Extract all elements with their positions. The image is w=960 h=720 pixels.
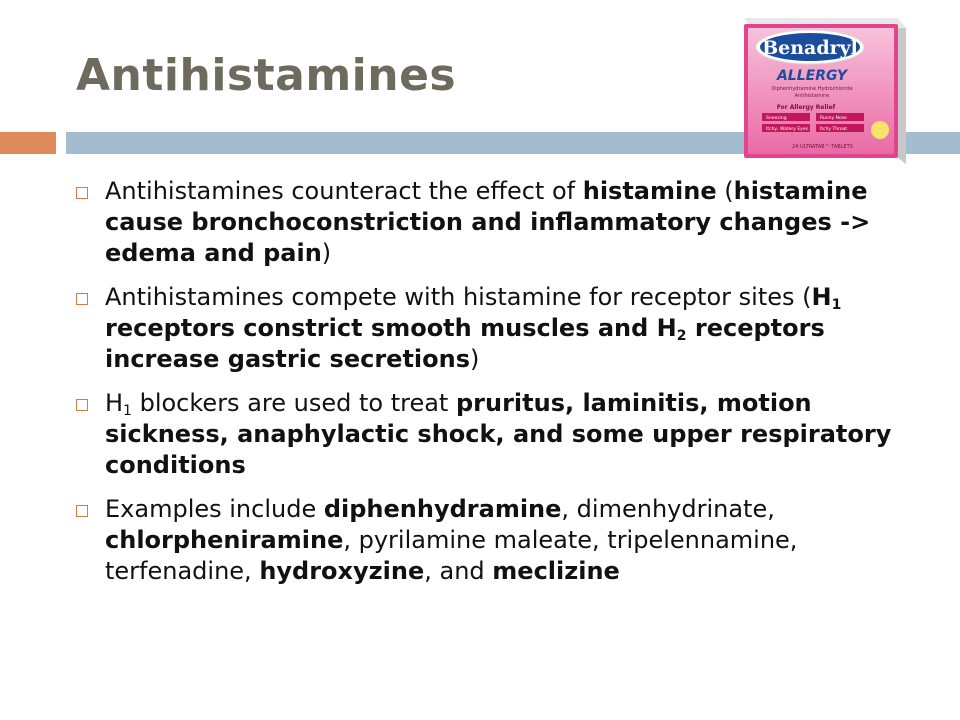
- product-ingredient: Diphenhydramine Hydrochloride: [771, 86, 853, 92]
- bullet-text: Antihistamines counteract the effect of histamine (histamine cause bronchoconstriction and inflammatory changes -> edema and pain): [105, 177, 871, 267]
- check-item: Runny Nose: [820, 116, 847, 121]
- product-name: ALLERGY: [776, 68, 848, 84]
- product-category: Antihistamine: [794, 93, 830, 99]
- bullet-item: [76, 494, 906, 587]
- bullet-text: Examples include diphenhydramine, dimenhydrinate, chlorpheniramine, pyrilamine maleate, tripelennamine, terfenadine, hydroxyzine, and meclizine: [105, 495, 798, 585]
- bullet-marker-icon: [76, 399, 88, 411]
- bullet-marker-icon: [76, 187, 88, 199]
- check-item: Sneezing: [766, 116, 787, 121]
- bullet-text: $H_1$ blockers are used to treat pruritus, laminitis, motion sickness, anaphylactic shock, and some upper respiratory conditions: [105, 389, 892, 479]
- benadryl-box-image: [740, 14, 910, 166]
- check-item: Itchy Throat: [820, 127, 848, 132]
- bullet-marker-icon: [76, 293, 88, 305]
- slide-title: Antihistamines: [76, 50, 457, 101]
- bullet-list: [76, 176, 906, 600]
- bullet-item: [76, 388, 906, 481]
- bullet-marker-icon: [76, 505, 88, 517]
- product-brand: Benadryl: [762, 37, 858, 59]
- bullet-item: [76, 282, 906, 375]
- check-item: Itchy, Watery Eyes: [766, 127, 808, 132]
- bullet-text: Antihistamines compete with histamine for receptor sites ($H_1$ receptors constrict smooth muscles and $H_2$ receptors increase gastric secretions): [105, 283, 842, 373]
- bullet-item: [76, 176, 906, 269]
- product-count: 24 ULTRATAB™ TABLETS: [792, 144, 853, 150]
- accent-bar-left: [0, 132, 56, 154]
- product-subtitle: For Allergy Relief: [776, 104, 836, 111]
